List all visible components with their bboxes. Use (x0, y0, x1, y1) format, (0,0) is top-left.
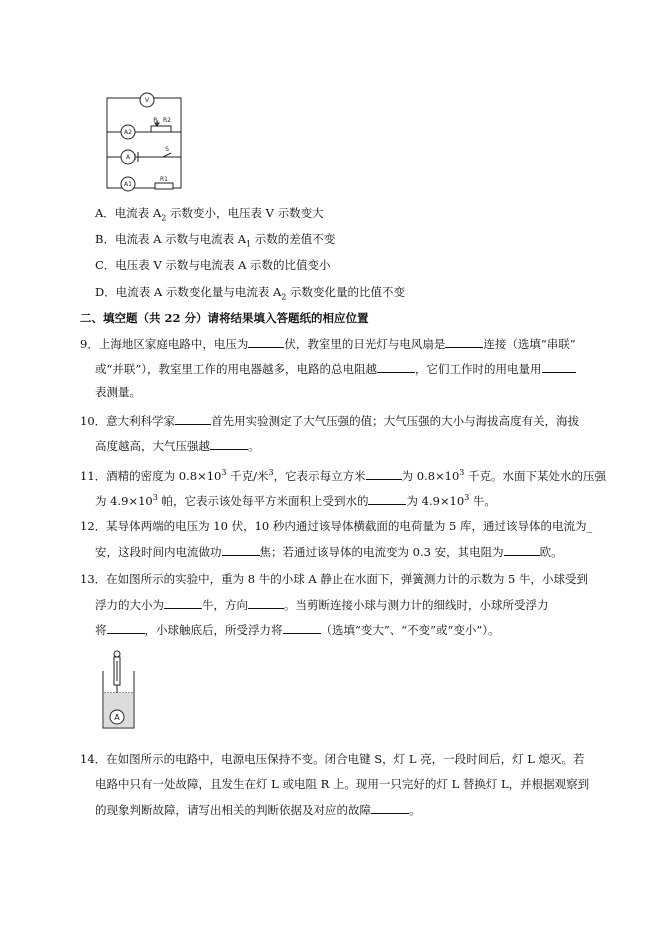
question-14-line-2: 电路中只有一处故障，且发生在灯 L 或电阻 R 上。现用一只完好的灯 L 替换灯 L，并根据观察到 (95, 777, 590, 791)
question-11-line-1: 11．酒精的密度为 $0.8\times 10^3$ 千克/米$^3$，它表示每立方米 为 $0.8\times 10^3$ 千克。水面下某处水的压强 (80, 468, 607, 483)
answer-blank[interactable] (542, 360, 576, 373)
spring-balance-beaker-figure (100, 645, 140, 730)
answer-blank[interactable] (366, 467, 402, 480)
answer-blank[interactable] (504, 543, 540, 556)
section-heading: 二、填空题（共 22 分）请将结果填入答题纸的相应位置 (80, 311, 369, 325)
circuit-label: R2 (163, 117, 171, 124)
question-14-line-1: 14．在如图所示的电路中，电源电压保持不变。闭合电键 S，灯 L 亮，一段时间后，灯 L 熄灭。若 (80, 752, 585, 766)
ball-label: A (114, 713, 120, 722)
question-10-line-1: 10．意大利科学家 首先用实验测定了大气压强的值；大气压强的大小与海拔高度有关，海拔 (80, 414, 580, 428)
question-13-line-2: 浮力的大小为 牛，方向 。当剪断连接小球与测力计的细线时，小球所受浮力 (95, 598, 549, 612)
option-a: A．电流表 $A_2$ 示数变小，电压表 V 示数变大 (95, 206, 324, 223)
option-d: D．电流表 A 示数变化量与电流表 $A_2$ 示数变化量的比值不变 (95, 285, 406, 302)
circuit-label: A1 (124, 181, 132, 188)
question-9-line-3: 表测量。 (95, 385, 141, 399)
circuit-label: R1 (160, 176, 168, 183)
circuit-label: V (144, 97, 150, 104)
answer-blank[interactable] (210, 437, 248, 450)
question-12-line-2: 安，这段时间内电流做功 焦；若通过该导体的电流变为 0.3 安，其电阻为 欧。 (95, 545, 563, 559)
option-c: C．电压表 V 示数与电流表 A 示数的比值变小 (95, 258, 331, 272)
question-13-line-1: 13．在如图所示的实验中，重为 8 牛的小球 A 静止在水面下，弹簧测力计的示数为 5 牛，小球受到 (80, 572, 588, 586)
answer-blank[interactable] (371, 801, 409, 814)
question-10-line-2: 高度越高，大气压强越 。 (95, 439, 260, 453)
circuit-label: A (125, 154, 131, 161)
question-9-line-1: 9．上海地区家庭电路中，电压为 伏，教室里的日光灯与电风扇是 连接（选填“串联” (80, 337, 576, 351)
question-14-line-3: 的现象判断故障，请写出相关的判断依据及对应的故障 。 (95, 803, 421, 817)
answer-blank[interactable] (222, 543, 260, 556)
answer-blank[interactable] (107, 621, 145, 634)
answer-blank[interactable] (248, 596, 284, 609)
option-b: B．电流表 A 示数与电流表 $A_1$ 示数的差值不变 (95, 232, 336, 249)
answer-blank[interactable] (283, 621, 321, 634)
circuit-label: P (153, 117, 157, 124)
answer-blank[interactable] (445, 335, 483, 348)
question-13-line-3: 将 ，小球触底后，所受浮力将 （选填“变大”、“不变”或“变小”）。 (95, 623, 500, 637)
answer-blank[interactable] (164, 596, 202, 609)
question-11-line-2: 为 $4.9\times 10^3$ 帕，它表示该处每平方米面积上受到水的 为 $4.9\times 10^3$ 牛。 (95, 493, 496, 508)
answer-blank[interactable] (368, 492, 406, 505)
answer-blank[interactable] (175, 412, 211, 425)
question-12-line-1: 12．某导体两端的电压为 10 伏，10 秒内通过该导体横截面的电荷量为 5 库，通过该导体的电流为_ (80, 519, 593, 533)
question-9-line-2: 或“并联”），教室里工作的用电器越多，电路的总电阻越 ，它们工作时的用电量用 (95, 360, 615, 377)
circuit-label: A2 (124, 129, 132, 136)
answer-blank[interactable] (248, 335, 284, 348)
circuit-diagram (95, 90, 195, 192)
answer-blank[interactable] (377, 360, 415, 373)
circuit-label: S (165, 146, 169, 153)
